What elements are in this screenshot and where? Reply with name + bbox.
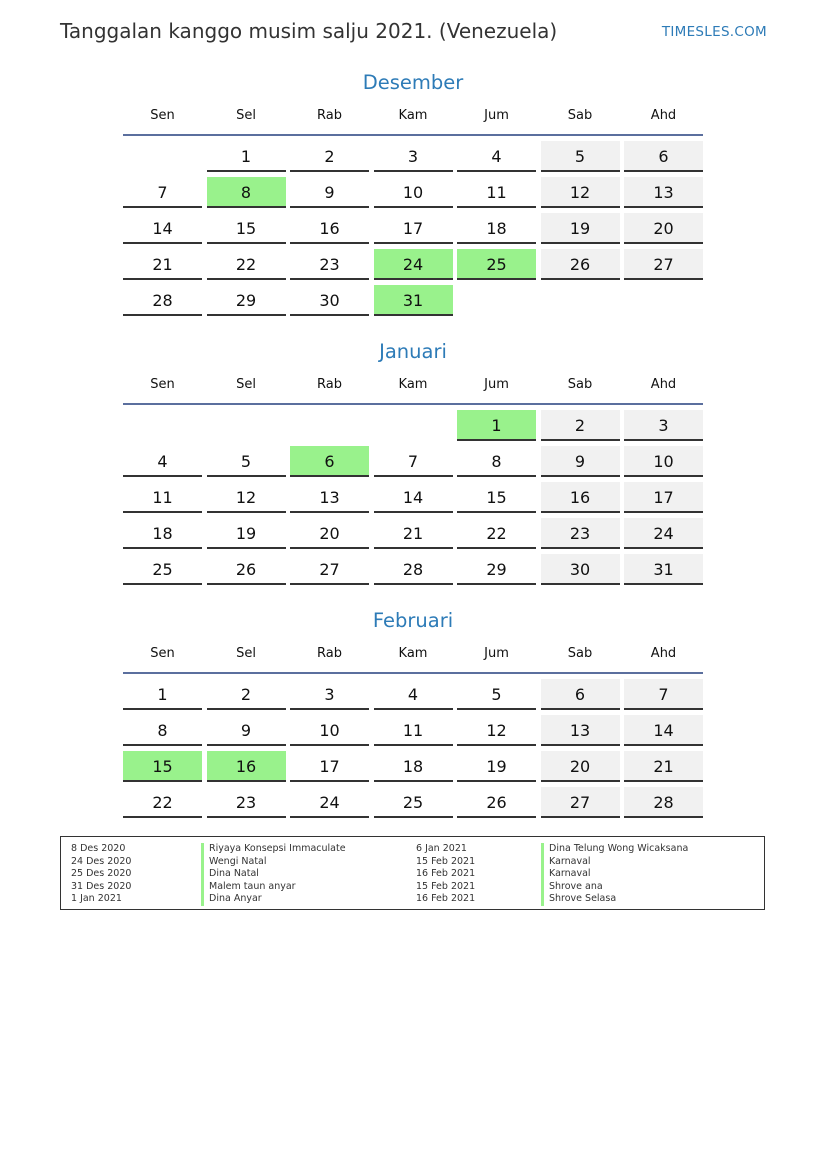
legend-holiday-name: Karnaval — [541, 856, 688, 869]
weekday-label: Sab — [567, 108, 593, 123]
day-cell[interactable]: 8 — [457, 446, 536, 477]
day-cell[interactable]: 25 — [457, 249, 536, 280]
legend-holiday-name: Malem taun anyar — [201, 881, 346, 894]
day-cell[interactable]: 28 — [123, 285, 202, 316]
weekday-label: Rab — [317, 377, 342, 392]
day-cell[interactable]: 12 — [457, 715, 536, 746]
day-grid — [123, 141, 703, 316]
day-cell[interactable]: 2 — [290, 141, 369, 172]
legend-date: 16 Feb 2021 — [416, 868, 476, 880]
day-cell[interactable]: 28 — [624, 787, 703, 818]
day-cell[interactable]: 22 — [207, 249, 286, 280]
legend-holiday-name: Dina Telung Wong Wicaksana — [541, 843, 688, 856]
brand-link[interactable]: TIMESLES.COM — [661, 24, 767, 40]
legend-holiday-name: Dina Anyar — [201, 893, 346, 906]
month-title: Januari — [379, 340, 447, 363]
day-cell[interactable]: 8 — [123, 715, 202, 746]
legend-date: 31 Des 2020 — [71, 880, 132, 892]
day-cell[interactable]: 21 — [624, 751, 703, 782]
day-cell[interactable]: 14 — [374, 482, 453, 513]
day-cell[interactable]: 7 — [123, 177, 202, 208]
day-cell[interactable]: 1 — [457, 410, 536, 441]
day-cell[interactable]: 19 — [457, 751, 536, 782]
day-cell[interactable]: 4 — [374, 679, 453, 710]
day-cell[interactable]: 23 — [541, 518, 620, 549]
day-cell[interactable]: 13 — [290, 482, 369, 513]
day-cell[interactable]: 15 — [457, 482, 536, 513]
weekday-label: Sab — [567, 377, 593, 392]
day-cell[interactable]: 9 — [207, 715, 286, 746]
day-cell[interactable]: 22 — [457, 518, 536, 549]
day-cell[interactable]: 9 — [541, 446, 620, 477]
weekday-label: Jum — [484, 377, 509, 392]
weekday-header — [123, 106, 703, 126]
day-cell[interactable]: 19 — [541, 213, 620, 244]
legend-right-names — [541, 843, 688, 906]
day-cell[interactable]: 26 — [207, 554, 286, 585]
holiday-legend — [60, 836, 765, 910]
weekday-label: Kam — [398, 377, 428, 392]
weekday-label: Rab — [317, 108, 342, 123]
day-cell[interactable]: 23 — [290, 249, 369, 280]
day-cell[interactable]: 18 — [374, 751, 453, 782]
weekday-label: Ahd — [650, 646, 677, 661]
day-cell[interactable]: 18 — [123, 518, 202, 549]
month-title: Desember — [362, 71, 464, 94]
legend-date: 1 Jan 2021 — [71, 893, 122, 905]
day-cell[interactable]: 24 — [290, 787, 369, 818]
legend-holiday-name: Karnaval — [541, 868, 688, 881]
day-cell[interactable]: 1 — [207, 141, 286, 172]
weekday-label: Sel — [236, 646, 256, 661]
day-cell[interactable]: 30 — [541, 554, 620, 585]
day-cell[interactable]: 11 — [457, 177, 536, 208]
day-cell[interactable]: 31 — [374, 285, 453, 316]
legend-right-dates — [416, 843, 475, 906]
day-cell[interactable]: 27 — [541, 787, 620, 818]
day-cell[interactable]: 10 — [624, 446, 703, 477]
day-cell[interactable]: 7 — [374, 446, 453, 477]
legend-date: 8 Des 2020 — [71, 843, 126, 854]
day-cell[interactable]: 23 — [207, 787, 286, 818]
legend-date: 24 Des 2020 — [71, 855, 132, 867]
day-cell[interactable]: 2 — [541, 410, 620, 441]
day-cell[interactable]: 21 — [123, 249, 202, 280]
day-cell[interactable]: 24 — [624, 518, 703, 549]
day-cell[interactable]: 17 — [624, 482, 703, 513]
empty-cell — [457, 285, 536, 314]
day-cell[interactable]: 11 — [123, 482, 202, 513]
day-cell[interactable]: 15 — [207, 213, 286, 244]
empty-cell — [123, 141, 202, 170]
day-cell[interactable]: 6 — [290, 446, 369, 477]
day-cell[interactable]: 7 — [624, 679, 703, 710]
day-cell[interactable]: 5 — [541, 141, 620, 172]
weekday-label: Sel — [236, 108, 256, 123]
day-cell[interactable]: 13 — [624, 177, 703, 208]
day-cell[interactable]: 24 — [374, 249, 453, 280]
month-title: Februari — [372, 609, 454, 632]
empty-cell — [207, 410, 286, 439]
empty-cell — [290, 410, 369, 439]
day-cell[interactable]: 14 — [123, 213, 202, 244]
day-cell[interactable]: 13 — [541, 715, 620, 746]
empty-cell — [624, 285, 703, 314]
day-cell[interactable]: 16 — [207, 751, 286, 782]
day-cell[interactable]: 17 — [374, 213, 453, 244]
day-cell[interactable]: 20 — [541, 751, 620, 782]
legend-holiday-name: Wengi Natal — [201, 856, 346, 869]
day-cell[interactable]: 20 — [290, 518, 369, 549]
weekday-label: Sel — [236, 377, 256, 392]
weekday-label: Ahd — [650, 108, 677, 123]
day-cell[interactable]: 5 — [457, 679, 536, 710]
day-cell[interactable]: 3 — [374, 141, 453, 172]
page-title: Tanggalan kanggo musim salju 2021. (Venezuela) — [60, 19, 558, 43]
legend-date: 15 Feb 2021 — [416, 880, 476, 892]
legend-holiday-name: Riyaya Konsepsi Immaculate — [201, 843, 346, 856]
weekday-label: Sen — [150, 108, 175, 123]
day-cell[interactable]: 9 — [290, 177, 369, 208]
header-divider — [123, 134, 703, 136]
empty-cell — [123, 410, 202, 439]
weekday-label: Ahd — [650, 377, 677, 392]
day-cell[interactable]: 25 — [123, 554, 202, 585]
legend-date: 6 Jan 2021 — [416, 843, 467, 854]
day-cell[interactable]: 29 — [457, 554, 536, 585]
legend-holiday-name: Shrove Selasa — [541, 893, 688, 906]
day-cell[interactable]: 4 — [457, 141, 536, 172]
day-cell[interactable]: 26 — [457, 787, 536, 818]
day-cell[interactable]: 27 — [624, 249, 703, 280]
day-cell[interactable]: 6 — [624, 141, 703, 172]
legend-left-names — [201, 843, 346, 906]
weekday-label: Jum — [484, 646, 509, 661]
weekday-label: Sen — [150, 646, 175, 661]
day-cell[interactable]: 8 — [207, 177, 286, 208]
day-grid — [123, 679, 703, 818]
day-cell[interactable]: 11 — [374, 715, 453, 746]
header-divider — [123, 403, 703, 405]
day-cell[interactable]: 14 — [624, 715, 703, 746]
day-cell[interactable]: 22 — [123, 787, 202, 818]
legend-left-dates — [71, 843, 131, 906]
day-cell[interactable]: 27 — [290, 554, 369, 585]
day-cell[interactable]: 16 — [541, 482, 620, 513]
day-cell[interactable]: 17 — [290, 751, 369, 782]
weekday-label: Rab — [317, 646, 342, 661]
day-cell[interactable]: 4 — [123, 446, 202, 477]
day-cell[interactable]: 10 — [374, 177, 453, 208]
header-divider — [123, 672, 703, 674]
day-cell[interactable]: 28 — [374, 554, 453, 585]
day-cell[interactable]: 19 — [207, 518, 286, 549]
weekday-label: Kam — [398, 646, 428, 661]
month-februari — [123, 608, 703, 818]
day-cell[interactable]: 2 — [207, 679, 286, 710]
day-cell[interactable]: 20 — [624, 213, 703, 244]
weekday-label: Sen — [150, 377, 175, 392]
legend-holiday-name: Shrove ana — [541, 881, 688, 894]
day-cell[interactable]: 30 — [290, 285, 369, 316]
month-desember — [123, 70, 703, 316]
day-cell[interactable]: 12 — [541, 177, 620, 208]
weekday-label: Sab — [567, 646, 593, 661]
day-cell[interactable]: 31 — [624, 554, 703, 585]
weekday-label: Jum — [484, 108, 509, 123]
month-januari — [123, 339, 703, 585]
legend-date: 16 Feb 2021 — [416, 893, 476, 905]
day-cell[interactable]: 10 — [290, 715, 369, 746]
day-cell[interactable]: 15 — [123, 751, 202, 782]
empty-cell — [374, 410, 453, 439]
weekday-header — [123, 644, 703, 664]
day-cell[interactable]: 25 — [374, 787, 453, 818]
day-cell[interactable]: 3 — [624, 410, 703, 441]
day-cell[interactable]: 16 — [290, 213, 369, 244]
day-cell[interactable]: 6 — [541, 679, 620, 710]
day-cell[interactable]: 21 — [374, 518, 453, 549]
day-grid — [123, 410, 703, 585]
legend-holiday-name: Dina Natal — [201, 868, 346, 881]
weekday-header — [123, 375, 703, 395]
day-cell[interactable]: 1 — [123, 679, 202, 710]
day-cell[interactable]: 18 — [457, 213, 536, 244]
weekday-label: Kam — [398, 108, 428, 123]
legend-date: 25 Des 2020 — [71, 868, 132, 880]
day-cell[interactable]: 26 — [541, 249, 620, 280]
day-cell[interactable]: 29 — [207, 285, 286, 316]
empty-cell — [541, 285, 620, 314]
legend-date: 15 Feb 2021 — [416, 855, 476, 867]
day-cell[interactable]: 12 — [207, 482, 286, 513]
day-cell[interactable]: 5 — [207, 446, 286, 477]
day-cell[interactable]: 3 — [290, 679, 369, 710]
